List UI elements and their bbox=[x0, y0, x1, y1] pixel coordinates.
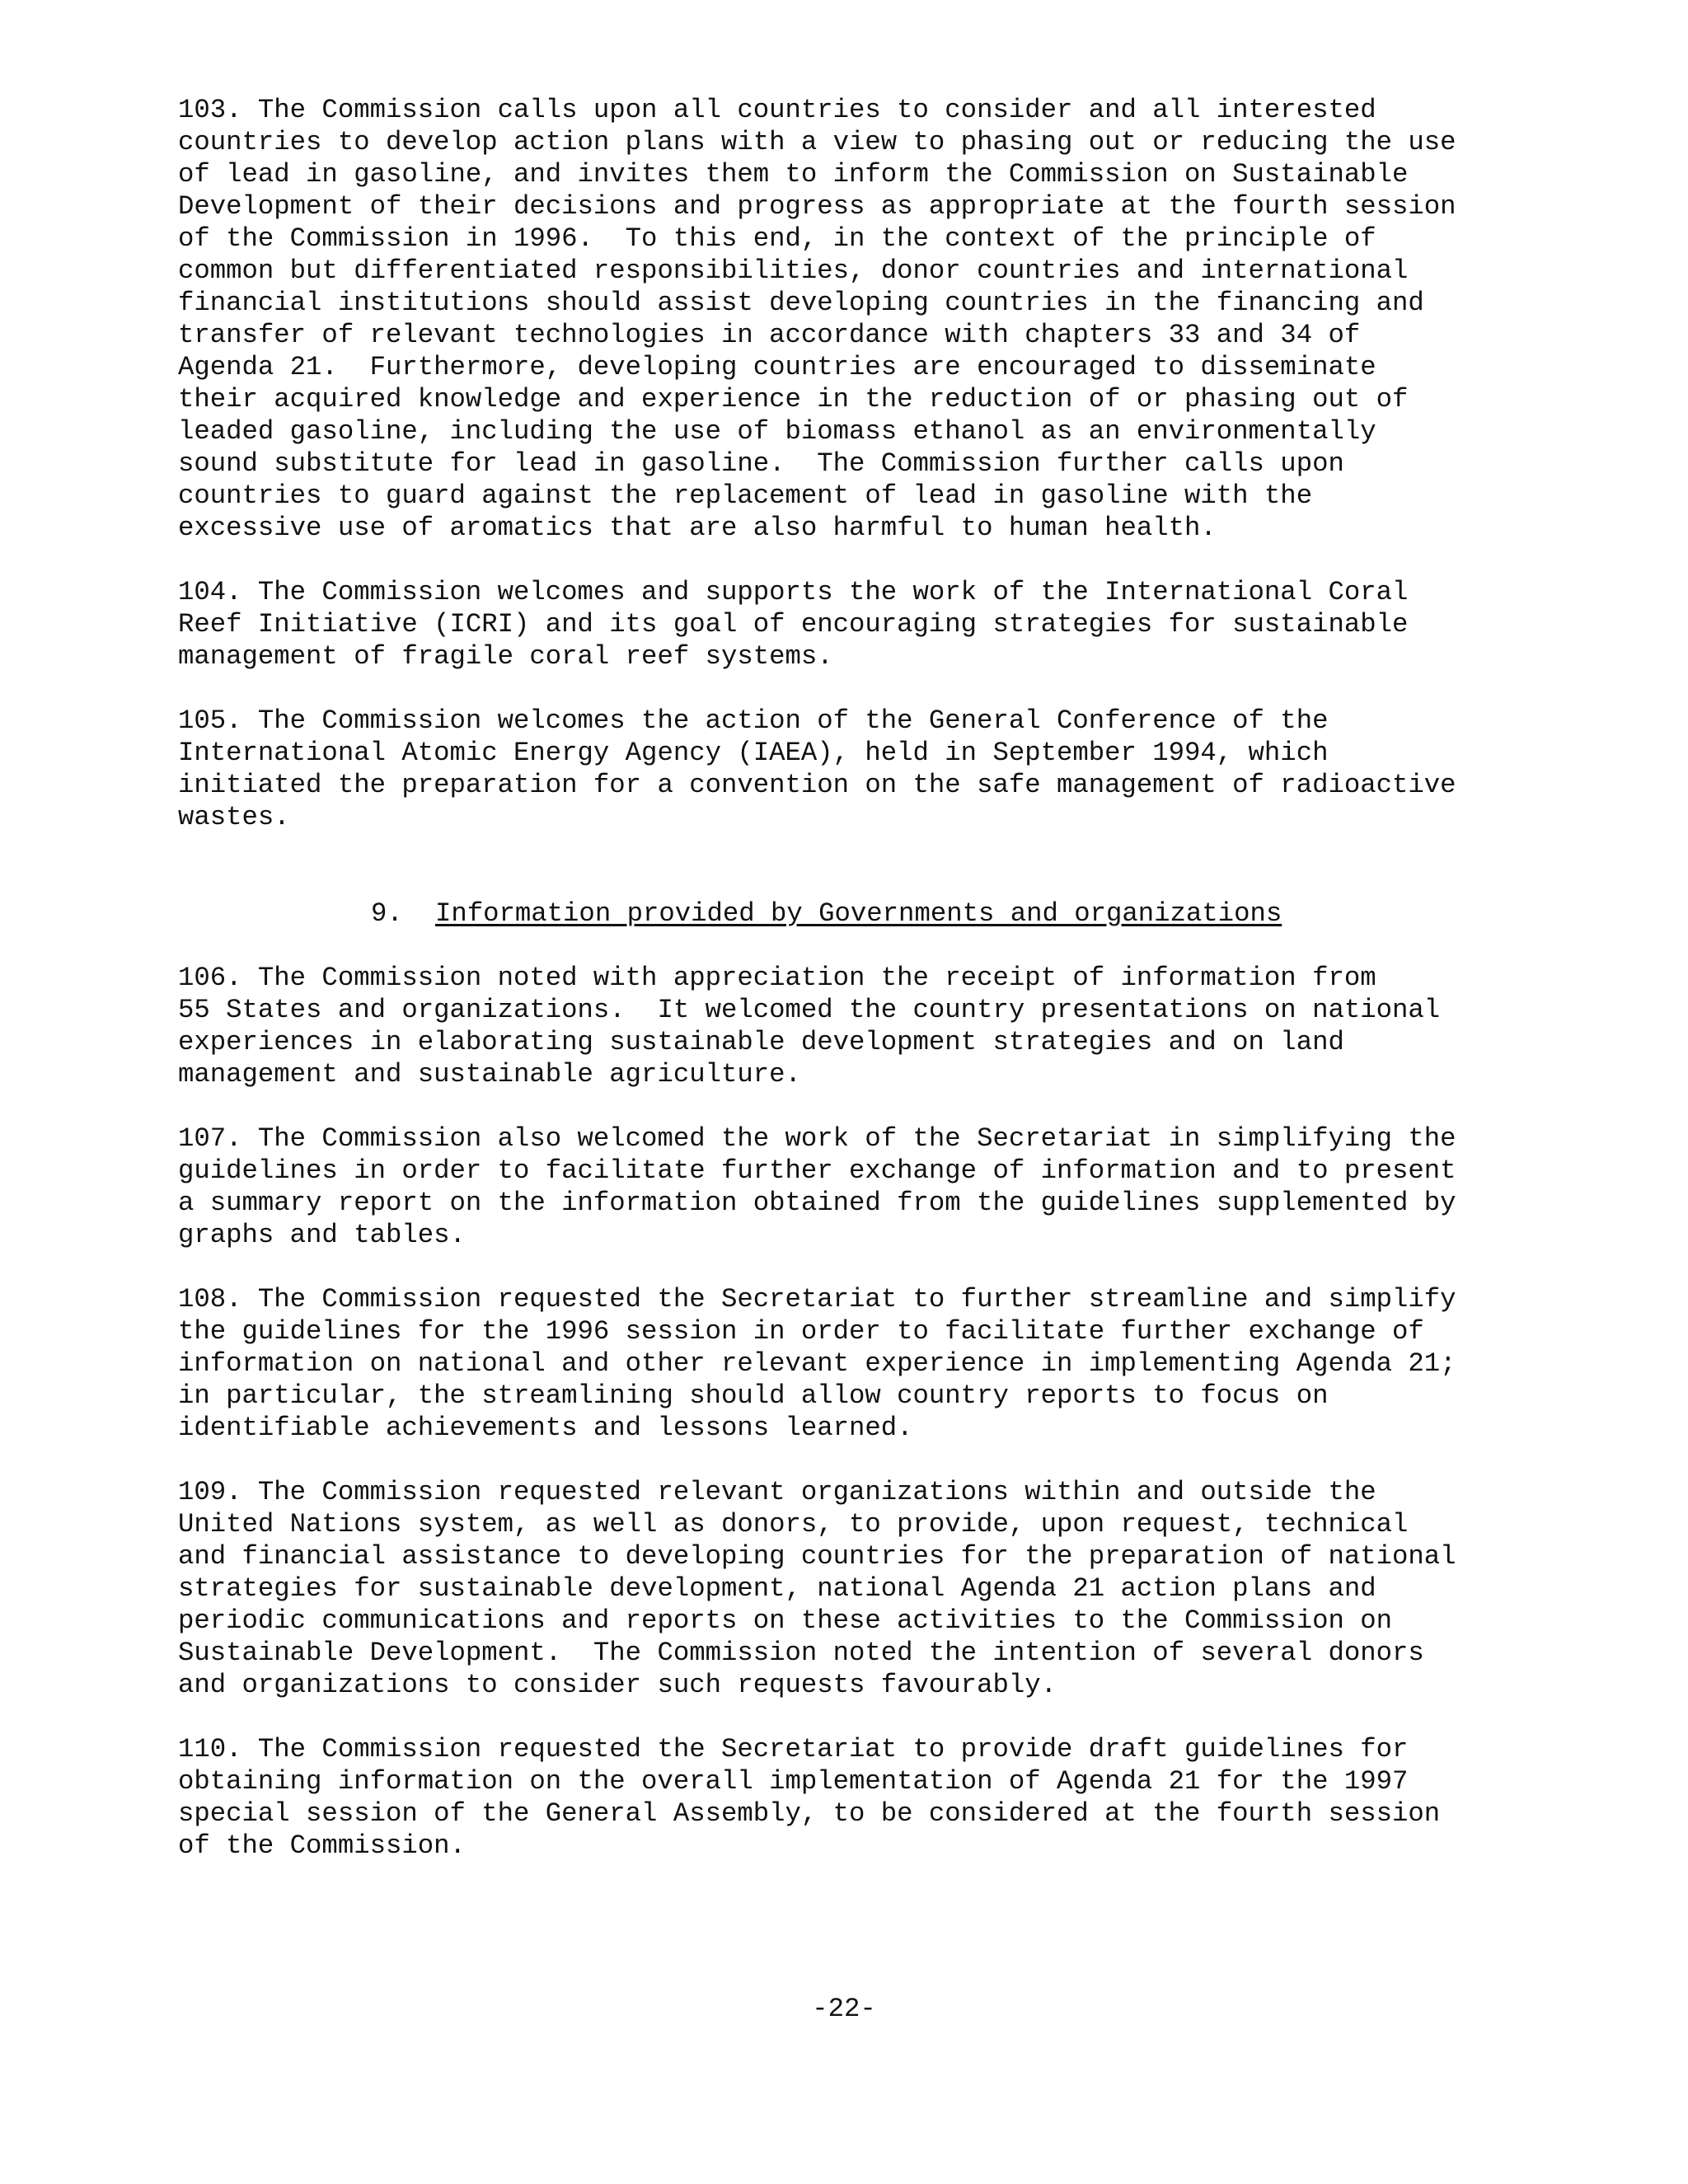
paragraph-106 bbox=[178, 962, 1546, 1090]
paragraph-line: management and sustainable agriculture. bbox=[178, 1059, 801, 1090]
paragraph-line: special session of the General Assembly, to be considered at the fourth session bbox=[178, 1798, 1441, 1829]
paragraph-line: information on national and other relevant experience in implementing Agenda 21; bbox=[178, 1348, 1456, 1379]
document-body bbox=[178, 94, 1546, 1894]
paragraph-line: 106. The Commission noted with appreciation the receipt of information from bbox=[178, 963, 1376, 993]
paragraph-line: Development of their decisions and progress as appropriate at the fourth session bbox=[178, 191, 1456, 222]
section-number: 9. bbox=[371, 898, 403, 929]
paragraph-line: periodic communications and reports on these activities to the Commission on bbox=[178, 1605, 1392, 1636]
paragraph-line: wastes. bbox=[178, 802, 290, 832]
paragraph-109 bbox=[178, 1476, 1546, 1701]
paragraph-line: 105. The Commission welcomes the action of the General Conference of the bbox=[178, 705, 1329, 736]
paragraph-110 bbox=[178, 1733, 1546, 1862]
paragraph-line: their acquired knowledge and experience in the reduction of or phasing out of bbox=[178, 384, 1409, 415]
paragraph-line: experiences in elaborating sustainable development strategies and on land bbox=[178, 1027, 1344, 1057]
paragraph-line: strategies for sustainable development, national Agenda 21 action plans and bbox=[178, 1573, 1376, 1604]
paragraph-line: of lead in gasoline, and invites them to inform the Commission on Sustainable bbox=[178, 159, 1409, 190]
paragraph-line: 110. The Commission requested the Secretariat to provide draft guidelines for bbox=[178, 1734, 1409, 1765]
paragraph-line: United Nations system, as well as donors, to provide, upon request, technical bbox=[178, 1509, 1409, 1540]
paragraph-line: in particular, the streamlining should allow country reports to focus on bbox=[178, 1380, 1329, 1411]
paragraph-line: and organizations to consider such requests favourably. bbox=[178, 1670, 1057, 1700]
paragraph-line: 104. The Commission welcomes and supports the work of the International Coral bbox=[178, 577, 1409, 607]
paragraph-line: guidelines in order to facilitate further exchange of information and to present bbox=[178, 1155, 1456, 1186]
paragraph-line: 109. The Commission requested relevant organizations within and outside the bbox=[178, 1477, 1376, 1507]
paragraph-line: excessive use of aromatics that are also harmful to human health. bbox=[178, 513, 1217, 543]
paragraph-line: 107. The Commission also welcomed the work of the Secretariat in simplifying the bbox=[178, 1123, 1456, 1154]
paragraph-line: graphs and tables. bbox=[178, 1220, 466, 1250]
paragraph-line: common but differentiated responsibilities, donor countries and international bbox=[178, 255, 1409, 286]
paragraph-108 bbox=[178, 1283, 1546, 1444]
paragraph-line: Reef Initiative (ICRI) and its goal of encouraging strategies for sustainable bbox=[178, 609, 1409, 640]
paragraph-line: countries to guard against the replacement of lead in gasoline with the bbox=[178, 480, 1313, 511]
paragraph-line: 55 States and organizations. It welcomed the country presentations on national bbox=[178, 995, 1441, 1025]
paragraph-line: transfer of relevant technologies in accordance with chapters 33 and 34 of bbox=[178, 320, 1361, 350]
paragraph-line: 108. The Commission requested the Secretariat to further streamline and simplify bbox=[178, 1284, 1456, 1315]
paragraph-line: 103. The Commission calls upon all countries to consider and all interested bbox=[178, 95, 1376, 125]
paragraph-line: a summary report on the information obtained from the guidelines supplemented by bbox=[178, 1188, 1456, 1218]
paragraph-line: obtaining information on the overall implementation of Agenda 21 for the 1997 bbox=[178, 1766, 1409, 1797]
paragraph-105 bbox=[178, 705, 1546, 833]
paragraph-107 bbox=[178, 1122, 1546, 1251]
paragraph-line: the guidelines for the 1996 session in order to facilitate further exchange of bbox=[178, 1316, 1424, 1347]
paragraph-line: of the Commission in 1996. To this end, in the context of the principle of bbox=[178, 223, 1376, 254]
paragraph-103 bbox=[178, 94, 1546, 544]
paragraph-104 bbox=[178, 576, 1546, 673]
paragraph-line: countries to develop action plans with a view to phasing out or reducing the use bbox=[178, 127, 1456, 157]
paragraph-line: leaded gasoline, including the use of biomass ethanol as an environmentally bbox=[178, 416, 1376, 447]
paragraph-line: management of fragile coral reef systems. bbox=[178, 641, 833, 672]
section-heading bbox=[178, 898, 1546, 930]
paragraph-line: financial institutions should assist developing countries in the financing and bbox=[178, 288, 1424, 318]
paragraph-line: Agenda 21. Furthermore, developing countries are encouraged to disseminate bbox=[178, 352, 1376, 382]
paragraph-line: initiated the preparation for a convention on the safe management of radioactive bbox=[178, 770, 1456, 800]
paragraph-line: and financial assistance to developing countries for the preparation of national bbox=[178, 1541, 1456, 1572]
page-number: -22- bbox=[812, 1994, 876, 2024]
paragraph-line: identifiable achievements and lessons learned. bbox=[178, 1413, 913, 1443]
paragraph-line: Sustainable Development. The Commission noted the intention of several donors bbox=[178, 1638, 1424, 1668]
paragraph-line: sound substitute for lead in gasoline. The Commission further calls upon bbox=[178, 448, 1344, 479]
paragraph-line: of the Commission. bbox=[178, 1830, 466, 1861]
paragraph-line: International Atomic Energy Agency (IAEA), held in September 1994, which bbox=[178, 738, 1329, 768]
section-title: Information provided by Governments and organizations bbox=[435, 898, 1282, 929]
